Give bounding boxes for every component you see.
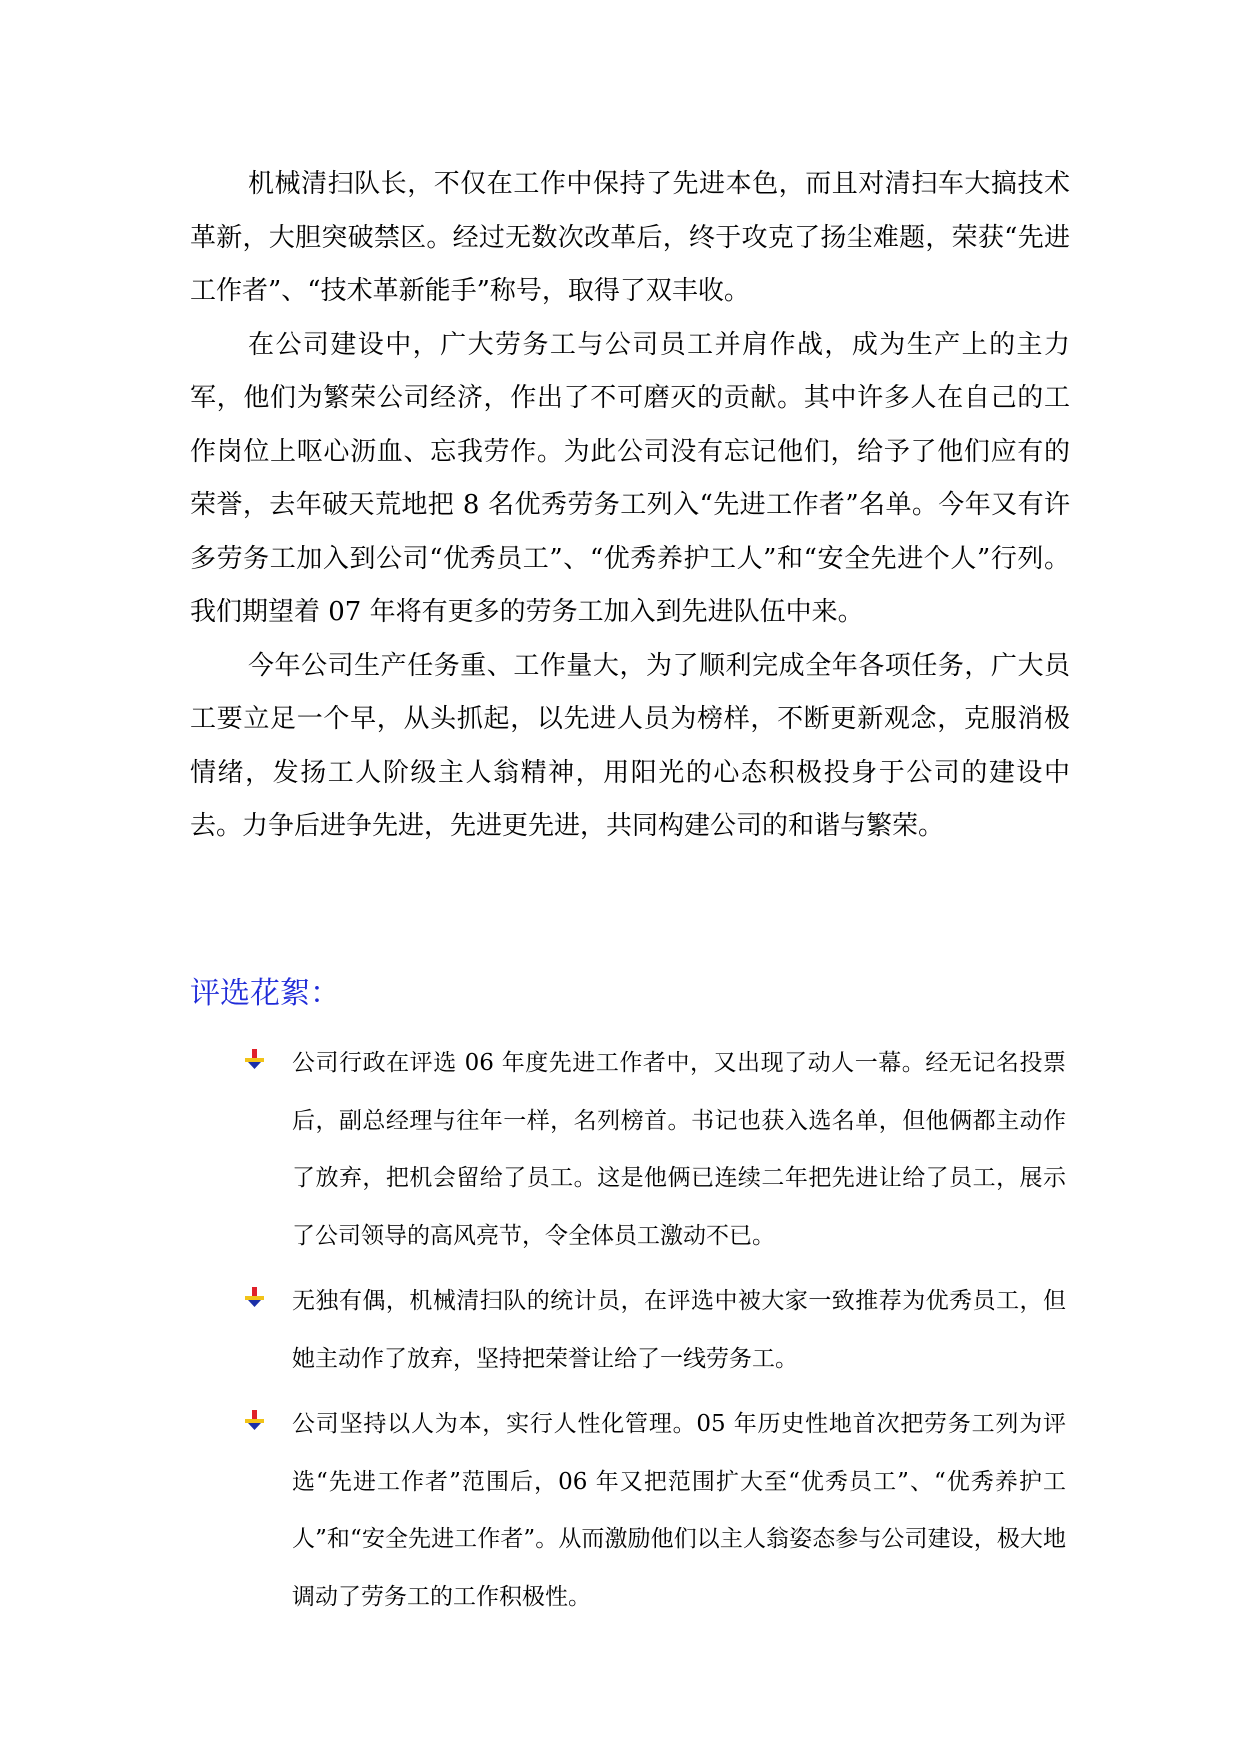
- list-item: [244, 1035, 1066, 1265]
- body-text: [190, 158, 1070, 854]
- arrow-bullet-icon: [244, 1049, 266, 1073]
- section-title: 评选花絮：: [190, 976, 340, 1011]
- paragraph-2: 在公司建设中，广大劳务工与公司员工并肩作战，成为生产上的主力军，他们为繁荣公司经济，作出了不可磨灭的贡献。其中许多人在自己的工作岗位上呕心沥血、忘我劳作。为此公司没有忘记他们，给予了他们应有的荣誉，去年破天荒地把 8 名优秀劳务工列入“先进工作者”名单。今年又有许多劳务工加入到公司“优秀员工”、“优秀养护工人”和“安全先进个人”行列。我们期望着 07 年将有更多的劳务工加入到先进队伍中来。: [190, 329, 1070, 627]
- list-item-text: 无独有偶，机械清扫队的统计员，在评选中被大家一致推荐为优秀员工，但她主动作了放弃，坚持把荣誉让给了一线劳务工。: [292, 1288, 1066, 1372]
- list-item: [244, 1396, 1066, 1626]
- arrow-bullet-icon: [244, 1287, 266, 1311]
- list-item-text: 公司坚持以人为本，实行人性化管理。05 年历史性地首次把劳务工列为评选“先进工作者”范围后，06 年又把范围扩大至“优秀员工”、“优秀养护工人”和“安全先进工作者”。从而激励他们以主人翁姿态参与公司建设，极大地调动了劳务工的工作积极性。: [292, 1411, 1066, 1610]
- list-item-text: 公司行政在评选 06 年度先进工作者中，又出现了动人一幕。经无记名投票后，副总经理与往年一样，名列榜首。书记也获入选名单，但他俩都主动作了放弃，把机会留给了员工。这是他俩已连续二年把先进让给了员工，展示了公司领导的高风亮节，令全体员工激动不已。: [292, 1050, 1066, 1249]
- highlights-list: [244, 1035, 1066, 1634]
- paragraph-1: 机械清扫队长，不仅在工作中保持了先进本色，而且对清扫车大搞技术革新，大胆突破禁区。经过无数次改革后，终于攻克了扬尘难题，荣获“先进工作者”、“技术革新能手”称号，取得了双丰收。: [190, 169, 1070, 306]
- arrow-bullet-icon: [244, 1410, 266, 1434]
- paragraph-3: 今年公司生产任务重、工作量大，为了顺利完成全年各项任务，广大员工要立足一个早，从头抓起，以先进人员为榜样，不断更新观念，克服消极情绪，发扬工人阶级主人翁精神，用阳光的心态积极投身于公司的建设中去。力争后进争先进，先进更先进，共同构建公司的和谐与繁荣。: [190, 650, 1070, 841]
- list-item: [244, 1273, 1066, 1388]
